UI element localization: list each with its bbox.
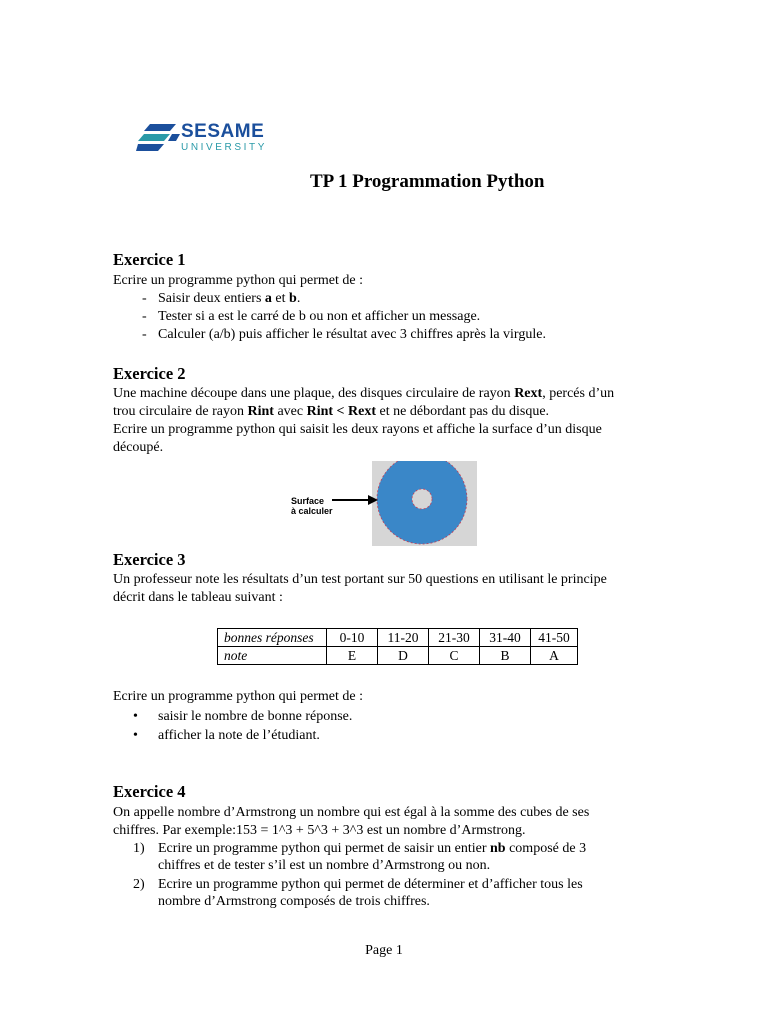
exercise-4-line-2: chiffres. Par exemple:153 = 1^3 + 5^3 + 3^3 est un nombre d’Armstrong. [113,823,526,838]
exercise-1-heading: Exercice 1 [113,250,186,269]
sesame-university-logo [136,118,286,158]
dash-marker: - [142,291,147,306]
exercise-1-item-3: Calculer (a/b) puis afficher le résultat avec 3 chiffres après la virgule. [158,327,546,342]
exercise-2-line-1: Une machine découpe dans une plaque, des disques circulaire de rayon Rext, percés d’un [113,386,615,401]
exercise-3-intro: Ecrire un programme python qui permet de : [113,689,363,704]
exercise-1-item-1: Saisir deux entiers a et b. [158,291,301,306]
exercise-4-item-1-line-1: Ecrire un programme python qui permet de saisir un entier nb composé de 3 [158,841,587,856]
logo-wordmark: SESAME [181,121,265,142]
exercise-1-intro: Ecrire un programme python qui permet de : [113,273,363,288]
exercise-3-line-2: décrit dans le tableau suivant : [113,590,283,605]
exercise-2-line-4: découpé. [113,440,164,455]
exercise-2-line-2: trou circulaire de rayon Rint avec Rint < Rext et ne débordant pas du disque. [113,404,550,419]
list-number: 1) [133,841,145,856]
exercise-2-heading: Exercice 2 [113,364,186,383]
arrow-right-icon [332,494,378,506]
exercise-3-bullet-1: saisir le nombre de bonne réponse. [158,709,353,724]
table-cell: note [218,647,327,665]
exercise-1-item-2: Tester si a est le carré de b ou non et afficher un message. [158,309,481,324]
exercise-3-bullet-2: afficher la note de l’étudiant. [158,728,320,743]
table-cell: D [378,647,429,665]
bullet-icon: • [133,709,138,724]
table-cell: B [480,647,531,665]
figure-label: Surface à calculer [291,496,333,516]
table-cell: 21-30 [429,629,480,647]
sesame-logo-mark-icon [136,122,180,154]
exercise-3-line-1: Un professeur note les résultats d’un test portant sur 50 questions en utilisant le principe [113,572,607,587]
page-number: Page 1 [365,943,403,958]
table-cell: A [531,647,578,665]
pierced-disc-icon [372,461,477,546]
table-cell: 11-20 [378,629,429,647]
table-cell: 0-10 [327,629,378,647]
exercise-4-line-1: On appelle nombre d’Armstrong un nombre qui est égal à la somme des cubes de ses [113,805,590,820]
page-title: TP 1 Programmation Python [310,171,545,192]
exercise-2-line-3: Ecrire un programme python qui saisit les deux rayons et affiche la surface d’un disque [113,422,602,437]
exercise-4-item-2-line-1: Ecrire un programme python qui permet de déterminer et d’afficher tous les [158,877,583,892]
table-row [218,647,578,665]
table-cell: E [327,647,378,665]
exercise-4-item-1-line-2: chiffres et de tester s’il est un nombre d’Armstrong ou non. [158,858,491,873]
exercise-4-heading: Exercice 4 [113,782,186,801]
dash-marker: - [142,309,147,324]
exercise-3-heading: Exercice 3 [113,550,186,569]
list-number: 2) [133,877,145,892]
bullet-icon: • [133,728,138,743]
table-cell: bonnes réponses [218,629,327,647]
table-cell: 41-50 [531,629,578,647]
dash-marker: - [142,327,147,342]
logo-subtitle: UNIVERSITY [181,142,268,153]
table-cell: 31-40 [480,629,531,647]
table-cell: C [429,647,480,665]
exercise-4-item-2-line-2: nombre d’Armstrong composés de trois chiffres. [158,894,430,909]
grading-table [217,628,578,665]
disc-figure [372,461,477,546]
table-row [218,629,578,647]
